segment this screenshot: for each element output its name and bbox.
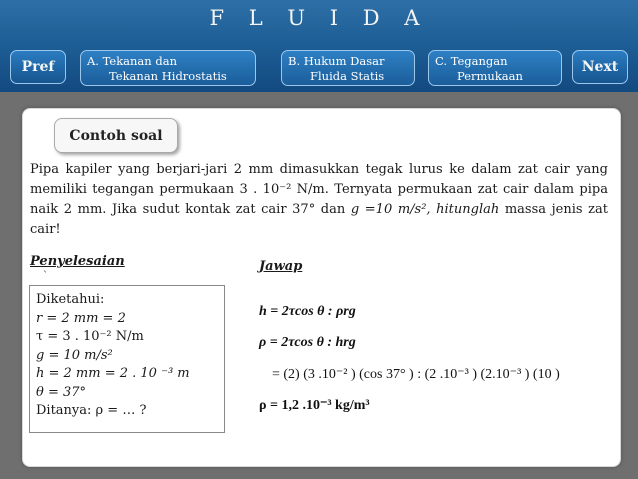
known-values-box: [29, 285, 225, 433]
tab-label-line2: Fluida Statis: [310, 69, 385, 83]
tab-label-line1: C. Tegangan: [435, 54, 508, 68]
problem-part2: g =10 m/s², hitunglah: [350, 202, 500, 217]
known-line: θ = 37°: [36, 384, 87, 400]
next-button[interactable]: Next: [572, 50, 628, 84]
problem-part3: massa jenis zat cair!: [30, 202, 608, 237]
answer-line: ρ = 1,2 .10⁻³ kg/m³: [259, 398, 370, 413]
tab-label-line2: Tekanan Hidrostatis: [109, 69, 227, 83]
slide-title: F L U I D A: [209, 6, 429, 30]
known-line: h = 2 mm = 2 . 10 ⁻³ m: [36, 366, 190, 381]
answer-line: h = 2τcos θ : ρrg: [259, 304, 356, 319]
header-bar: [0, 0, 638, 92]
problem-part1: Pipa kapiler yang berjari-jari 2 mm dimasukkan tegak lurus ke dalam zat cair yang memiliki tegangan permukaan 3 . 10⁻² N/m. Ternyata permukaan zat cair dalam pipa naik 2 mm. Jika sudut kontak zat cair 37° dan: [30, 162, 608, 217]
tab-label-line1: B. Hukum Dasar: [288, 54, 385, 68]
problem-text: [30, 160, 608, 240]
known-line: Ditanya: ρ = … ?: [36, 403, 147, 418]
prev-button[interactable]: Pref: [10, 50, 66, 84]
answer-line: = (2) (3 .10⁻² ) (cos 37° ) : (2 .10⁻³ ) (2.10⁻³ ) (10 ): [272, 367, 560, 382]
tick-mark: `: [43, 271, 48, 282]
answer-line: ρ = 2τcos θ : hrg: [259, 335, 356, 350]
solution-heading: Penyelesaian: [30, 254, 125, 269]
known-line: r = 2 mm = 2: [36, 310, 126, 326]
tab-label-line1: A. Tekanan dan: [87, 54, 177, 68]
known-line: τ = 3 . 10⁻² N/m: [36, 329, 144, 344]
example-label-box: Contoh soal: [54, 118, 178, 153]
tab-hukum-dasar-fluida-statis[interactable]: [281, 50, 415, 86]
tab-tekanan-hidrostatis[interactable]: [80, 50, 256, 86]
known-line: Diketahui:: [36, 292, 105, 307]
tab-label-line2: Permukaan: [457, 69, 523, 83]
known-line: g = 10 m/s²: [36, 347, 113, 363]
tab-tegangan-permukaan[interactable]: [428, 50, 562, 86]
answer-heading: Jawap: [259, 259, 303, 274]
